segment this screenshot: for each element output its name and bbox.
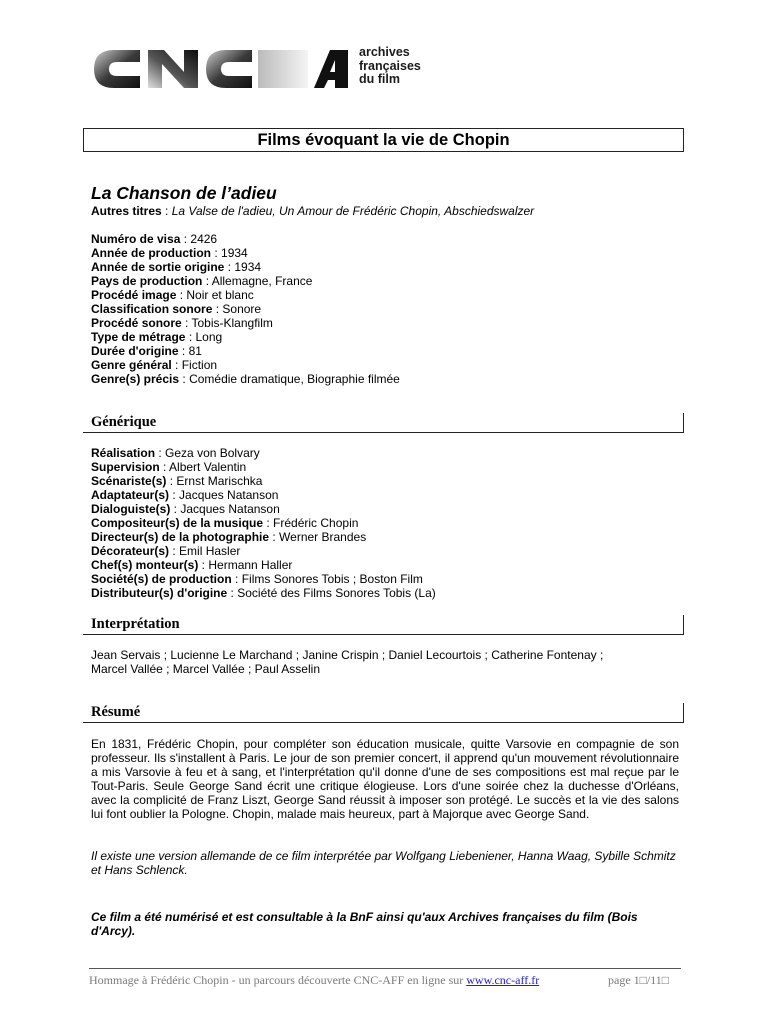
field-label: Genre(s) précis [91, 372, 180, 386]
field-row: Directeur(s) de la photographie : Werner Brandes [91, 530, 367, 544]
field-value: Jacques Natanson [180, 502, 280, 516]
field-value: Sonore [222, 302, 262, 316]
field-row: Distributeur(s) d'origine : Société des Films Sonores Tobis (La) [91, 586, 436, 600]
field-label: Dialoguiste(s) [91, 502, 171, 516]
field-label: Scénariste(s) [91, 474, 167, 488]
field-label: Numéro de visa [91, 232, 181, 246]
field-value: Geza von Bolvary [165, 446, 260, 460]
field-label: Classification sonore [91, 302, 213, 316]
field-value: Fiction [181, 358, 218, 372]
field-label: Pays de production [91, 274, 203, 288]
logo-text-line: françaises [359, 58, 421, 73]
field-label: Réalisation [91, 446, 156, 460]
logo-block [258, 50, 308, 88]
field-row: Dialoguiste(s) : Jacques Natanson [91, 502, 280, 516]
resume-note: Il existe une version allemande de ce film interprétée par Wolfgang Liebeniener, Hanna Waag, Sybille Schmitz et Hans Schlenck. [91, 849, 676, 877]
logo-letter-c2 [206, 50, 252, 88]
field-label: Genre général [91, 358, 172, 372]
field-row: Décorateur(s) : Emil Hasler [91, 544, 241, 558]
field-value: Werner Brandes [279, 530, 367, 544]
field-row: Pays de production : Allemagne, France [91, 274, 313, 288]
field-value: Allemagne, France [211, 274, 313, 288]
logo-letter-c1 [94, 50, 140, 88]
field-row: Procédé image : Noir et blanc [91, 288, 254, 302]
section-heading: Interprétation [91, 616, 180, 632]
footer-rule [89, 968, 681, 969]
field-value: Jacques Natanson [179, 488, 279, 502]
section-resume [83, 703, 684, 723]
field-label: Chef(s) monteur(s) [91, 558, 199, 572]
other-titles-label: Autres titres [91, 204, 162, 218]
other-titles [91, 204, 534, 218]
logo-letter-a [314, 50, 348, 88]
field-value: 1934 [234, 260, 262, 274]
field-label: Société(s) de production [91, 572, 232, 586]
field-label: Procédé image [91, 288, 177, 302]
logo-letter-n [148, 50, 198, 88]
field-label: Directeur(s) de la photographie [91, 530, 270, 544]
field-label: Compositeur(s) de la musique [91, 516, 264, 530]
document-title: Films évoquant la vie de Chopin [83, 128, 684, 152]
field-row: Type de métrage : Long [91, 330, 223, 344]
film-title: La Chanson de l’adieu [91, 183, 277, 203]
cast-line: Marcel Vallée ; Marcel Vallée ; Paul Asselin [91, 662, 320, 676]
field-row: Année de sortie origine : 1934 [91, 260, 262, 274]
field-row: Adaptateur(s) : Jacques Natanson [91, 488, 279, 502]
field-label: Type de métrage [91, 330, 186, 344]
logo-text-line: archives [359, 45, 410, 59]
field-row: Genre(s) précis : Comédie dramatique, Biographie filmée [91, 372, 400, 386]
cast-line: Jean Servais ; Lucienne Le Marchand ; Janine Crispin ; Daniel Lecourtois ; Catherine Fontenay ; [91, 648, 604, 662]
field-value: Long [195, 330, 223, 344]
field-label: Année de production [91, 246, 211, 260]
other-titles-separator: : [161, 204, 172, 218]
section-heading: Résumé [91, 704, 141, 720]
field-value: Films Sonores Tobis ; Boston Film [241, 572, 423, 586]
field-label: Adaptateur(s) [91, 488, 170, 502]
field-label: Distributeur(s) d'origine [91, 586, 228, 600]
field-value: 1934 [221, 246, 248, 260]
field-value: Hermann Haller [208, 558, 293, 572]
field-row: Durée d'origine : 81 [91, 344, 202, 358]
logo-text-line: du film [359, 72, 400, 86]
logo-text [359, 46, 421, 87]
field-value: Frédéric Chopin [273, 516, 359, 530]
field-value: 81 [188, 344, 202, 358]
film-details [91, 232, 400, 386]
field-value: Comédie dramatique, Biographie filmée [189, 372, 400, 386]
field-row: Numéro de visa : 2426 [91, 232, 218, 246]
section-interpretation [83, 615, 684, 635]
availability-note: Ce film a été numérisé et est consultable à la BnF ainsi qu'aux Archives françaises du film (Bois d'Arcy). [91, 910, 638, 938]
field-label: Procédé sonore [91, 316, 182, 330]
field-row: Année de production : 1934 [91, 246, 248, 260]
credits-list [91, 446, 436, 600]
footer-link[interactable]: www.cnc-aff.fr [466, 973, 540, 987]
field-value: 2426 [190, 232, 218, 246]
field-row: Scénariste(s) : Ernst Marischka [91, 474, 263, 488]
field-label: Décorateur(s) [91, 544, 170, 558]
field-row: Genre général : Fiction [91, 358, 218, 372]
field-value: Ernst Marischka [176, 474, 263, 488]
page-number: page 1□/11□ [608, 973, 670, 987]
field-row: Supervision : Albert Valentin [91, 460, 247, 474]
field-label: Année de sortie origine [91, 260, 225, 274]
field-label: Supervision [91, 460, 160, 474]
field-row: Société(s) de production : Films Sonores Tobis ; Boston Film [91, 572, 423, 586]
cast-list [91, 648, 679, 676]
footer-text [89, 973, 539, 988]
footer-caption: Hommage à Frédéric Chopin - un parcours découverte CNC-AFF en ligne sur [89, 973, 464, 987]
resume-text: En 1831, Frédéric Chopin, pour compléter son éducation musicale, quitte Varsovie en compagnie de son professeur. Ils s'installent à Paris. Le jour de son premier concert, il apprend qu'un mouvement révolutionnaire a mis Varsovie à feu et à sang, et l'interprétation qu'il donne d'une de ses compositions est mal reçue par le Tout-Paris. Seule George Sand écrit une critique élogieuse. Lors d'une soirée chez la duchesse d'Orléans, avec la complicité de Franz Liszt, George Sand réussit à imposer son protégé. Le succès et la vie des salons lui font oublier la Pologne. Chopin, malade mais heureux, part à Majorque avec George Sand. [91, 737, 679, 821]
field-value: Tobis-Klangfilm [191, 316, 273, 330]
other-titles-value: La Valse de l'adieu, Un Amour de Frédéric Chopin, Abschiedswalzer [171, 204, 535, 218]
section-heading: Générique [91, 414, 157, 430]
field-row: Chef(s) monteur(s) : Hermann Haller [91, 558, 293, 572]
field-row: Classification sonore : Sonore [91, 302, 262, 316]
section-generique [83, 413, 684, 433]
field-value: Emil Hasler [179, 544, 241, 558]
field-value: Société des Films Sonores Tobis (La) [237, 586, 436, 600]
field-row: Réalisation : Geza von Bolvary [91, 446, 260, 460]
field-value: Noir et blanc [186, 288, 254, 302]
field-row: Compositeur(s) de la musique : Frédéric Chopin [91, 516, 359, 530]
field-value: Albert Valentin [169, 460, 247, 474]
field-row: Procédé sonore : Tobis-Klangfilm [91, 316, 273, 330]
field-label: Durée d'origine [91, 344, 179, 358]
